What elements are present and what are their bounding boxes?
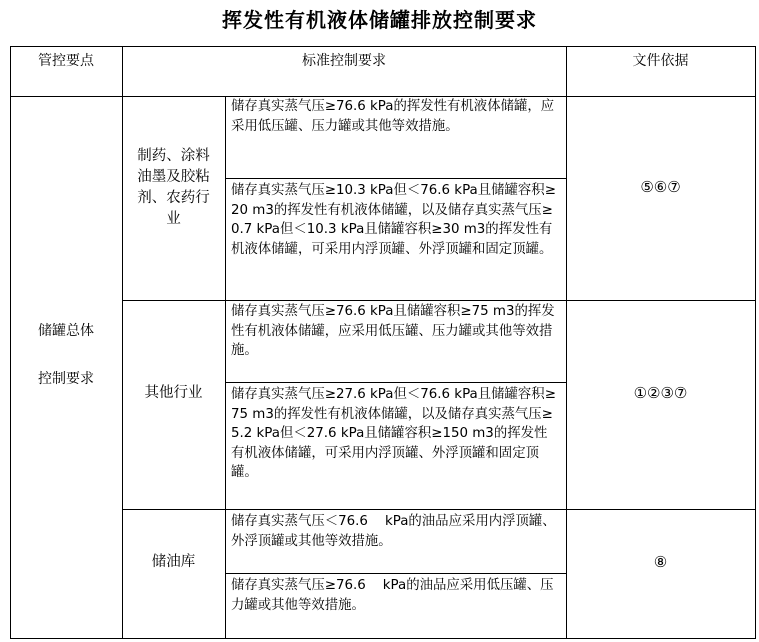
industry-cell — [122, 146, 225, 230]
requirement-text: 储存真实蒸气压≥76.6 kPa且储罐容积≥75 m3的挥发性有机液体储罐，应采用低压罐、压力罐或其他等效措施。 — [231, 304, 555, 358]
industry-cell: 储油库 — [151, 554, 196, 570]
document-title: 挥发性有机液体储罐排放控制要求 — [222, 8, 537, 32]
section-label-line2: 控制要求 — [38, 371, 94, 387]
table-border-right — [755, 46, 756, 639]
requirement-text: 储存真实蒸气压≥76.6 kPa的油品应采用低压罐、压力罐或其他等效措施。 — [231, 578, 554, 613]
header-basis: 文件依据 — [632, 53, 689, 69]
industry-line: 油墨及胶粘 — [137, 169, 210, 185]
requirement-text: 储存真实蒸气压≥10.3 kPa但＜76.6 kPa且储罐容积≥20 m3的挥发性有机液体储罐，以及储存真实蒸气压≥0.7 kPa但＜10.3 kPa且储罐容积≥30 m3的挥发性有机液体储罐，可采用内浮顶罐、外浮顶罐和固定顶罐。 — [231, 183, 556, 257]
industry-line: 制药、涂料 — [137, 148, 210, 164]
group-divider — [122, 509, 756, 510]
column-divider — [122, 46, 123, 639]
requirement-divider — [225, 573, 566, 574]
requirement-text: 储存真实蒸气压≥76.6 kPa的挥发性有机液体储罐，应采用低压罐、压力罐或其他等效措施。 — [231, 99, 555, 134]
group-divider — [122, 300, 756, 301]
requirement-divider — [225, 178, 566, 179]
requirement-text: 储存真实蒸气压≥27.6 kPa但＜76.6 kPa且储罐容积≥75 m3的挥发性有机液体储罐，以及储存真实蒸气压≥5.2 kPa但＜27.6 kPa且储罐容积≥150 m3的挥发性有机液体储罐，可采用内浮顶罐、外浮顶罐和固定顶罐。 — [231, 387, 556, 480]
basis-references: ⑧ — [653, 553, 668, 571]
header-key-points: 管控要点 — [38, 53, 94, 69]
header-requirements: 标准控制要求 — [302, 53, 386, 69]
industry-line: 业 — [166, 211, 181, 227]
industry-line: 剂、农药行 — [137, 190, 210, 206]
column-divider — [225, 96, 226, 639]
requirement-text: 储存真实蒸气压＜76.6 kPa的油品应采用内浮顶罐、外浮顶罐或其他等效措施。 — [231, 514, 556, 549]
basis-references: ①②③⑦ — [633, 384, 688, 402]
requirement-divider — [225, 382, 566, 383]
column-divider — [566, 46, 567, 639]
industry-cell: 其他行业 — [144, 385, 203, 401]
basis-references: ⑤⑥⑦ — [640, 178, 681, 196]
section-label-line1: 储罐总体 — [38, 323, 94, 339]
table-border-left — [10, 46, 11, 639]
